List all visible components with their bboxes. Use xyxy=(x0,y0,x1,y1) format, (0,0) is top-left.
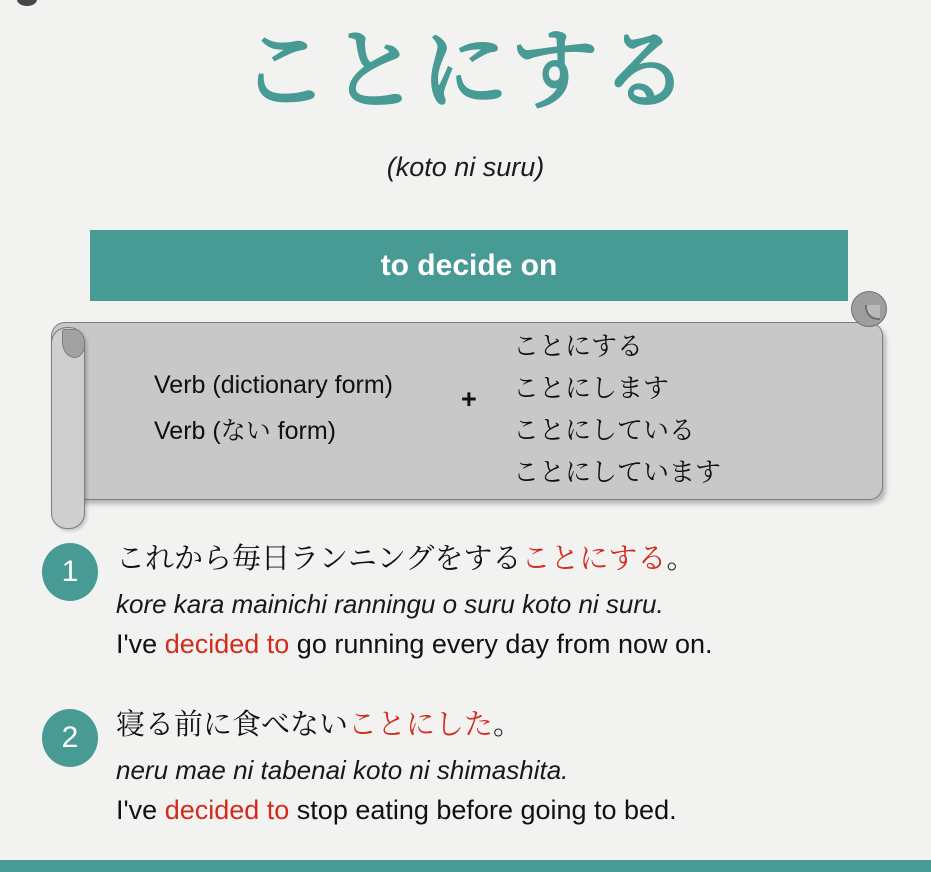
example-1-japanese-period: 。 xyxy=(666,543,696,575)
example-1-english-before: I've xyxy=(116,628,165,659)
meaning-banner-label: to decide on xyxy=(380,248,558,282)
example-2-english-after: stop eating before going to bed. xyxy=(289,794,677,825)
example-2-english-before: I've xyxy=(116,794,165,825)
example-2-english-highlight: decided to xyxy=(164,794,290,825)
example-2-japanese-plain: 寝る前に食べない xyxy=(116,709,349,741)
corner-dot xyxy=(17,0,37,6)
result-form-1: ことにする xyxy=(513,331,644,361)
verb-form-labels xyxy=(154,362,393,454)
example-2-english xyxy=(116,795,677,826)
plus-sign: + xyxy=(461,384,477,414)
example-1-lines xyxy=(116,540,713,660)
example-2 xyxy=(42,706,677,826)
example-1-japanese xyxy=(116,542,713,577)
verb-form-nai: Verb (ない form) xyxy=(154,417,336,445)
result-form-3: ことにしている xyxy=(513,415,696,445)
example-1-english xyxy=(116,629,713,660)
bottom-accent-bar xyxy=(0,860,931,872)
example-2-lines xyxy=(116,706,677,826)
example-2-japanese-highlight: ことにした xyxy=(348,709,494,741)
example-1-number-badge: 1 xyxy=(42,543,98,601)
example-2-number-badge: 2 xyxy=(42,709,98,767)
example-1-english-highlight: decided to xyxy=(164,628,290,659)
verb-form-dictionary: Verb (dictionary form) xyxy=(154,371,393,399)
example-2-romaji: neru mae ni tabenai koto ni shimashita. xyxy=(116,754,569,785)
example-1-japanese-highlight: ことにする xyxy=(521,543,667,575)
example-1 xyxy=(42,540,713,660)
grammar-title-romaji: (koto ni suru) xyxy=(386,152,545,182)
example-1-english-after: go running every day from now on. xyxy=(289,628,713,659)
grammar-title-japanese: ことにする xyxy=(240,21,691,120)
formation-content xyxy=(51,322,881,498)
result-form-list xyxy=(513,325,721,493)
example-2-japanese-period: 。 xyxy=(493,709,523,741)
example-2-japanese xyxy=(116,708,677,743)
example-1-romaji: kore kara mainichi ranningu o suru koto ni suru. xyxy=(116,588,664,619)
example-1-japanese-plain: これから毎日ランニングをする xyxy=(116,543,522,575)
result-form-4: ことにしています xyxy=(513,457,722,487)
meaning-banner xyxy=(90,230,848,301)
result-form-2: ことにします xyxy=(513,373,670,403)
